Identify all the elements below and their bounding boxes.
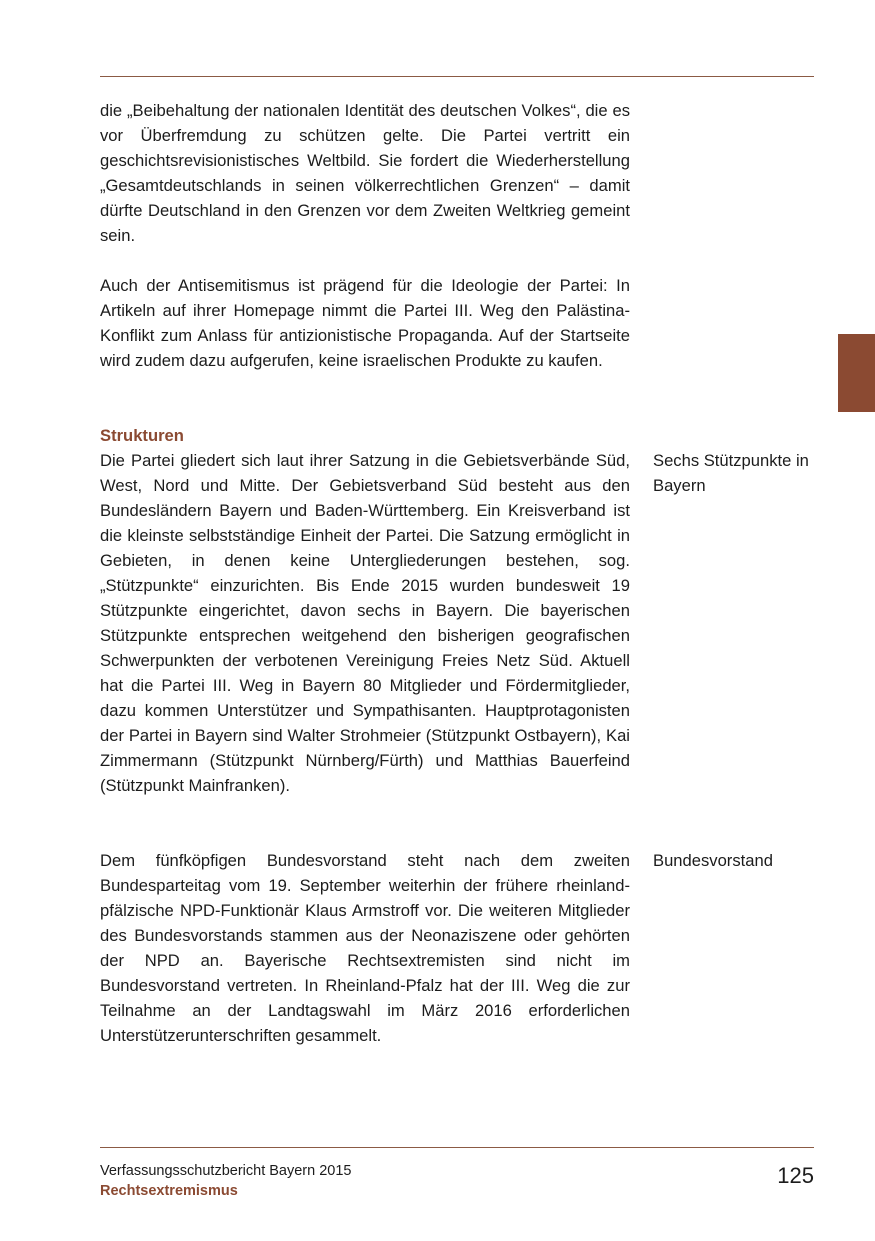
footer-rule xyxy=(100,1147,814,1148)
margin-note-bundesvorstand: Bundesvorstand xyxy=(653,851,773,870)
paragraph-identity: die „Beibehaltung der nationalen Identität des deutschen Volkes“, die es vor Überfremdung zu schützen gelte. Die Partei vertritt ein geschichtsrevisionistisches Weltbild. Sie fordert die Wiederherstellung „Gesamtdeutschlands in seinen völkerrechtlichen Grenzen“ – damit dürfte Deutschland in den Grenzen vor dem Zweiten Weltkrieg gemeint sein. xyxy=(100,101,630,245)
page-number: 125 xyxy=(777,1163,814,1188)
margin-note-stuetzpunkte: Sechs Stützpunkte in Bayern xyxy=(653,451,809,495)
section-heading: Strukturen xyxy=(100,426,184,445)
chapter-marker-tab xyxy=(838,334,875,412)
paragraph-bundesvorstand: Dem fünfköpfigen Bundesvorstand steht nach dem zweiten Bundesparteitag vom 19. September weiterhin der frühere rheinland-pfälzische NPD-Funktionär Klaus Armstroff vor. Die weiteren Mitglieder des Bundesvorstands stammen aus der Neonaziszene oder gehörten der NPD an. Bayerische Rechtsextremisten sind nicht im Bundesvorstand vertreten. In Rheinland-Pfalz hat der III. Weg die zur Teilnahme an der Landtagswahl im März 2016 erforderlichen Unterstützerunterschriften gesammelt. xyxy=(100,851,630,1045)
footer-section-name: Rechtsextremismus xyxy=(100,1183,238,1199)
paragraph-structures: Die Partei gliedert sich laut ihrer Satzung in die Gebietsverbände Süd, West, Nord und Mitte. Der Gebietsverband Süd besteht aus den Bundesländern Bayern und Baden-Württemberg. Ein Kreisverband ist die kleinste selbstständige Einheit der Partei. Die Satzung ermöglicht in Gebieten, in denen keine Untergliederungen bestehen, sog. „Stützpunkte“ einzurichten. Bis Ende 2015 wurden bundesweit 19 Stützpunkte eingerichtet, davon sechs in Bayern. Die bayerischen Stützpunkte entsprechen weitgehend den bisherigen geografischen Schwerpunkten der verbotenen Vereinigung Freies Netz Süd. Aktuell hat die Partei III. Weg in Bayern 80 Mitglieder und Fördermitglieder, dazu kommen Unterstützer und Sympathisanten. Hauptprotagonisten der Partei in Bayern sind Walter Strohmeier (Stützpunkt Ostbayern), Kai Zimmermann (Stützpunkt Nürnberg/Fürth) und Matthias Bauerfeind (Stützpunkt Mainfranken). xyxy=(100,451,630,795)
footer-title: Verfassungsschutzbericht Bayern 2015 xyxy=(100,1163,352,1179)
header-rule xyxy=(100,76,814,77)
paragraph-antisemitism: Auch der Antisemitismus ist prägend für die Ideologie der Partei: In Artikeln auf ihrer Homepage nimmt die Partei III. Weg den Palästina-Konflikt zum Anlass für antizionistische Propaganda. Auf der Startseite wird zudem dazu aufgerufen, keine israelischen Produkte zu kaufen. xyxy=(100,276,630,370)
